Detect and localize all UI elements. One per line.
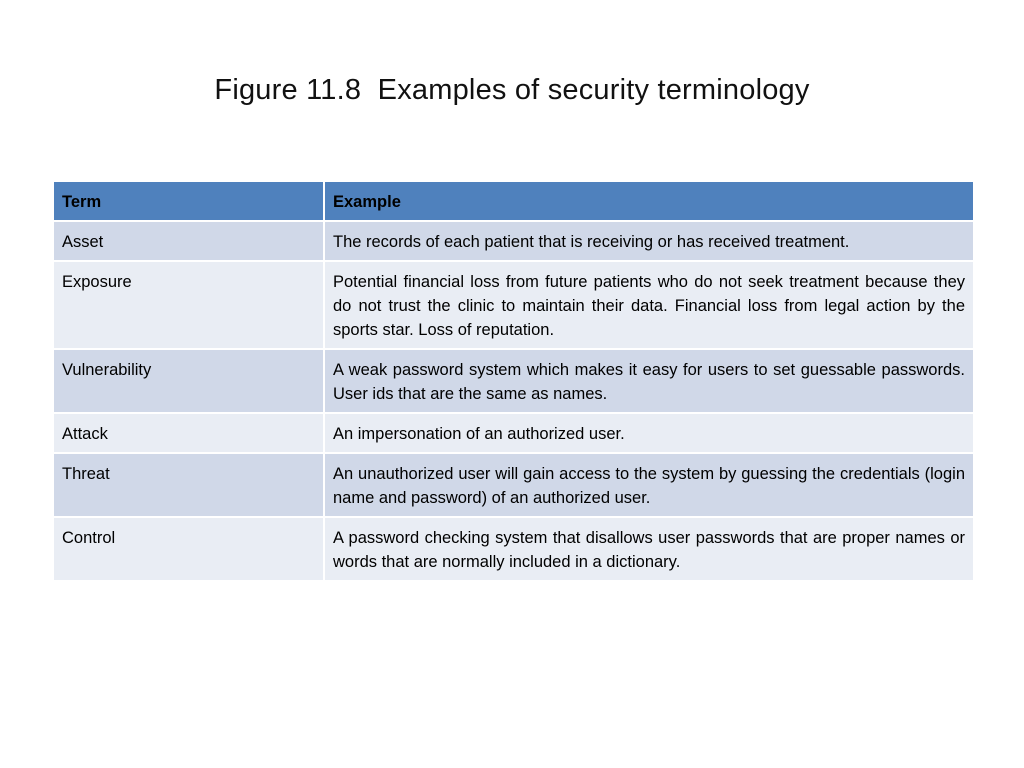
- table-row: [53, 413, 974, 453]
- slide-title: Figure 11.8 Examples of security terminology: [214, 74, 810, 106]
- term-cell: Exposure: [53, 261, 324, 349]
- example-cell: Potential financial loss from future patients who do not seek treatment because they do not trust the clinic to maintain their data. Financial loss from legal action by the sports star. Loss of reputation.: [324, 261, 974, 349]
- table-row: [53, 517, 974, 581]
- term-cell: Asset: [53, 221, 324, 261]
- header-term: Term: [53, 181, 324, 221]
- term-cell: Vulnerability: [53, 349, 324, 413]
- table-row: [53, 453, 974, 517]
- example-cell: The records of each patient that is receiving or has received treatment.: [324, 221, 974, 261]
- terminology-table: [52, 180, 975, 582]
- term-cell: Attack: [53, 413, 324, 453]
- table-row: [53, 221, 974, 261]
- header-example: Example: [324, 181, 974, 221]
- example-cell: A password checking system that disallows user passwords that are proper names or words that are normally included in a dictionary.: [324, 517, 974, 581]
- example-cell: A weak password system which makes it easy for users to set guessable passwords. User ids that are the same as names.: [324, 349, 974, 413]
- example-cell: An impersonation of an authorized user.: [324, 413, 974, 453]
- table-row: [53, 349, 974, 413]
- table-row: [53, 261, 974, 349]
- table-header-row: [53, 181, 974, 221]
- term-cell: Threat: [53, 453, 324, 517]
- term-cell: Control: [53, 517, 324, 581]
- example-cell: An unauthorized user will gain access to the system by guessing the credentials (login name and password) of an authorized user.: [324, 453, 974, 517]
